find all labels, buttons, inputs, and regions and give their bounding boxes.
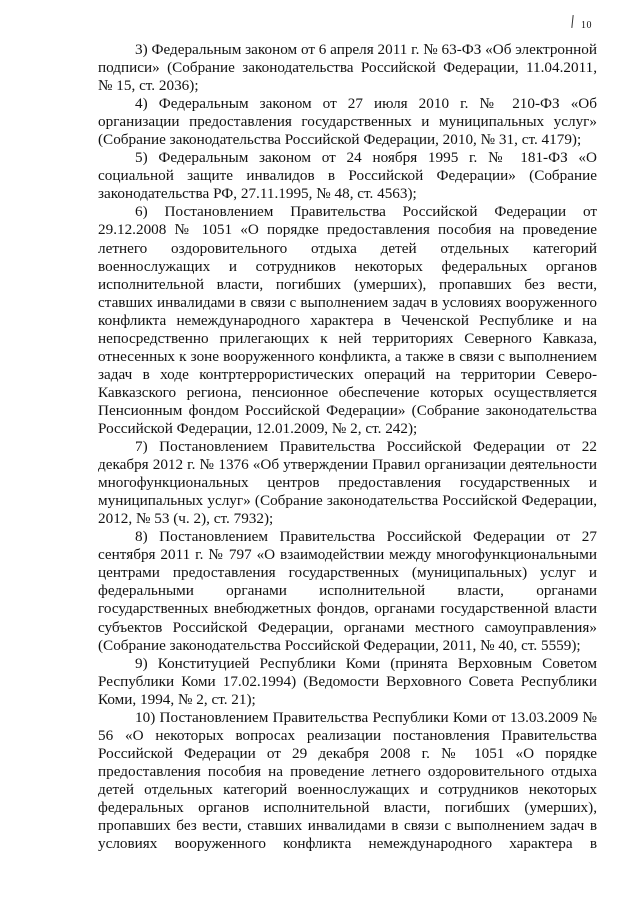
page-number: 10 xyxy=(581,20,592,31)
list-item-3: 3) Федеральным законом от 6 апреля 2011 г. № 63-ФЗ «Об электронной подписи» (Собрание законодательства Российской Федерации, 11.04.2011, № 15, ст. 2036); xyxy=(98,41,597,95)
list-item-6: 6) Постановлением Правительства Российской Федерации от 29.12.2008 № 1051 «О порядке предоставления пособия на проведение летнего оздоровительного отдыха детей отдельных категорий военнослужащих и сотрудников некоторых федеральных органов исполнительной власти, погибших (умерших), пропавших без вести, ставших инвалидами в связи с выполнением задач в условиях вооруженного конфликта немеждународного характера в Чеченской Республике и на непосредственно прилегающих к ней территориях Северного Кавказа, отнесенных к зоне вооруженного конфликта, а также в связи с выполнением задач в ходе контртеррористических операций на территории Северо-Кавказского региона, пенсионное обеспечение которых осуществляется Пенсионным фондом Российской Федерации» (Собрание законодательства Российской Федерации, 12.01.2009, № 2, ст. 242); xyxy=(98,203,597,437)
list-item-9: 9) Конституцией Республики Коми (принята Верховным Советом Республики Коми 17.02.1994) (Ведомости Верховного Совета Республики Коми, 1994, № 2, ст. 21); xyxy=(98,654,597,708)
list-item-10: 10) Постановлением Правительства Республики Коми от 13.03.2009 № 56 «О некоторых вопросах реализации постановления Правительства Российской Федерации от 29 декабря 2008 г. № 1051 «О порядке предоставления пособия на проведение летнего оздоровительного отдыха детей отдельных категорий военнослужащих и сотрудников некоторых федеральных органов исполнительной власти, погибших (умерших), пропавших без вести, ставших инвалидами в связи с выполнением задач в условиях вооруженного конфликта немеждународного характера в xyxy=(98,708,597,853)
list-item-7: 7) Постановлением Правительства Российской Федерации от 22 декабря 2012 г. № 1376 «Об утверждении Правил организации деятельности многофункциональных центров предоставления государственных и муниципальных услуг» (Собрание законодательства Российской Федерации, 2012, № 53 (ч. 2), ст. 7932); xyxy=(98,438,597,528)
list-item-5: 5) Федеральным законом от 24 ноября 1995 г. № 181-ФЗ «О социальной защите инвалидов в Российской Федерации» (Собрание законодательства РФ, 27.11.1995, № 48, ст. 4563); xyxy=(98,149,597,203)
list-item-8: 8) Постановлением Правительства Российской Федерации от 27 сентября 2011 г. № 797 «О взаимодействии между многофункциональными центрами предоставления государственных (муниципальных) услуг и федеральными органами исполнительной власти, органами государственных внебюджетных фондов, органами государственной власти субъектов Российской Федерации, органами местного самоуправления» (Собрание законодательства Российской Федерации, 2011, № 40, ст. 5559); xyxy=(98,528,597,654)
document-body xyxy=(98,41,597,853)
margin-pen-mark xyxy=(571,15,573,28)
list-item-4: 4) Федеральным законом от 27 июля 2010 г. № 210-ФЗ «Об организации предоставления государственных и муниципальных услуг» (Собрание законодательства Российской Федерации, 2010, № 31, ст. 4179); xyxy=(98,95,597,149)
